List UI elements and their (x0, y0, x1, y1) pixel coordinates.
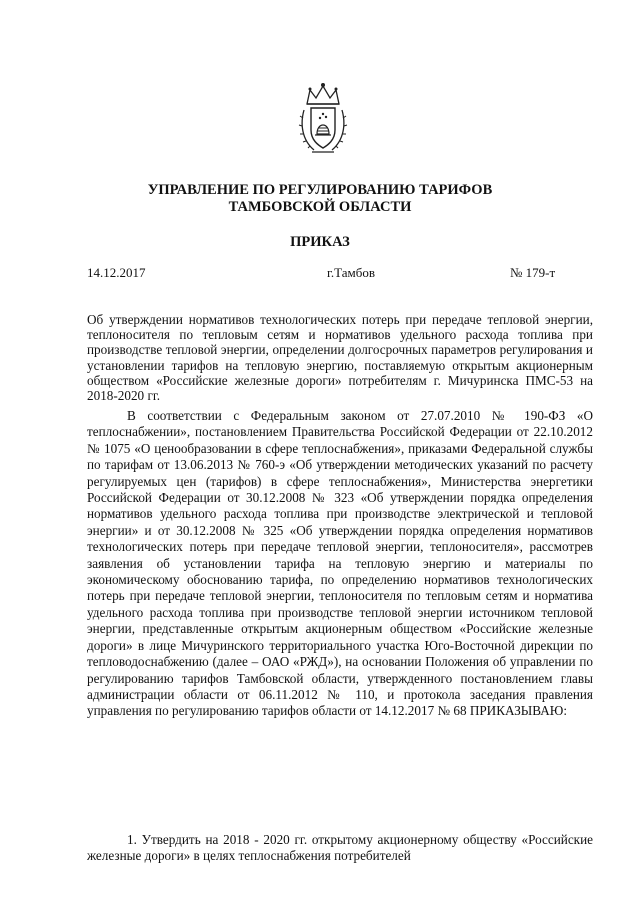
document-city: г.Тамбов (327, 265, 375, 280)
document-type-title: ПРИКАЗ (290, 234, 350, 250)
preamble-paragraph: В соответствии с Федеральным законом от 27.07.2010 № 190-ФЗ «О теплоснабжении», постановлением Правительства Российской Федерации от 22.10.2012 № 1075 «О ценообразовании в сфере теплоснабжения», приказами Федеральной службы по тарифам от 13.06.2013 № 760-э «Об утверждении методических указаний по расчету регулируемых цен (тарифов) в сфере теплоснабжения», Министерства энергетики Российской Федерации от 30.12.2008 № 323 «Об утверждении порядка определения нормативов удельного расхода топлива при производстве электрической и тепловой энергии» и от 30.12.2008 № 325 «Об утверждении порядка определения нормативов технологических потерь при передаче тепловой энергии, теплоносителя», рассмотрев заявления об установлении тарифа на тепловую энергию и материалы по экономическому обоснованию тарифа, по определению нормативов технологических потерь при передаче тепловой энергии, теплоносителя по тепловым сетям и норматива удельного расхода топлива при производстве тепловой энергии источником тепловой энергии, представленные открытым акционерным обществом «Российские железные дороги» в лице Мичуринского территориального участка Юго-Восточной дирекции по тепловодоснабжению (далее – ОАО «РЖД»), на основании Положения об управлении по регулированию тарифов Тамбовской области, утвержденного постановлением главы администрации области от 06.11.2012 № 110, и протокола заседания правления управления по регулированию тарифов области от 14.12.2017 № 68 ПРИКАЗЫВАЮ: (87, 408, 593, 719)
organization-name-line2: ТАМБОВСКОЙ ОБЛАСТИ (228, 199, 412, 215)
document-subject: Об утверждении нормативов технологических потерь при передаче тепловой энергии, теплоносителя по тепловым сетям и нормативов удельного расхода топлива при производстве тепловой энергии, определении долгосрочных параметров регулирования и установлении тарифов на тепловую энергию, поставляемую открытым акционерным обществом «Российские железные дороги» потребителям г. Мичуринска ПМС-53 на 2018-2020 гг. (87, 312, 593, 404)
document-number: № 179-т (510, 265, 556, 280)
order-item-1: 1. Утвердить на 2018 - 2020 гг. открытому акционерному обществу «Российские железные дороги» в целях теплоснабжения потребителей (87, 832, 593, 864)
document-date: 14.12.2017 (87, 265, 146, 280)
organization-name-line1: УПРАВЛЕНИЕ ПО РЕГУЛИРОВАНИЮ ТАРИФОВ (147, 182, 493, 198)
coat-of-arms-icon (298, 78, 348, 158)
